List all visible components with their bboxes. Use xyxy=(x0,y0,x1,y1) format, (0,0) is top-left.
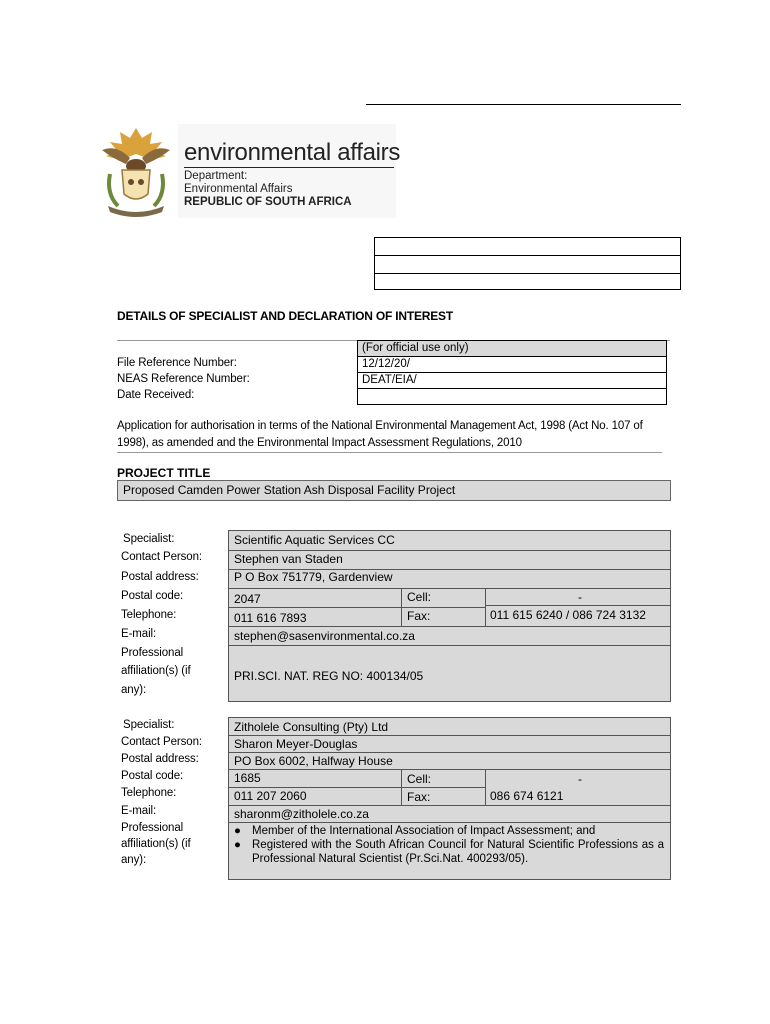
project-title-label: PROJECT TITLE xyxy=(117,466,211,480)
cell-label: Cell: xyxy=(407,590,432,604)
specialist-name[interactable]: Scientific Aquatic Services CC xyxy=(234,533,395,547)
logo-country: REPUBLIC OF SOUTH AFRICA xyxy=(184,196,352,208)
email-value[interactable]: stephen@sasenvironmental.co.za xyxy=(234,629,415,643)
affiliation-label: affiliation(s) (if xyxy=(121,838,191,850)
cell-value[interactable]: - xyxy=(578,772,582,786)
specialist-name[interactable]: Zitholele Consulting (Pty) Ltd xyxy=(234,720,389,734)
affiliation-value[interactable]: PRI.SCI. NAT. REG NO: 400134/05 xyxy=(234,669,424,683)
file-reference-label: File Reference Number: xyxy=(117,357,237,369)
email-label: E-mail: xyxy=(121,628,157,640)
reference-box-row[interactable] xyxy=(375,238,680,256)
neas-reference-label: NEAS Reference Number: xyxy=(117,373,250,385)
application-text: Application for authorisation in terms of the National Environmental Management Act, 1998 (Act No. 107 of 1998), as amended and the Environmental Impact Assessment Regulations, 2010 xyxy=(117,420,643,449)
cell-value[interactable]: - xyxy=(578,590,582,604)
bullet-icon: ● xyxy=(234,839,241,851)
list-item xyxy=(234,824,664,838)
affiliation-label: any): xyxy=(121,684,147,696)
logo-title: environmental affairs xyxy=(184,139,401,166)
logo-department-line: Department: xyxy=(184,170,248,182)
separator xyxy=(117,452,662,453)
file-reference-field[interactable]: 12/12/20/ xyxy=(358,357,666,373)
affiliation-label: affiliation(s) (if xyxy=(121,665,191,677)
postal-address-value[interactable]: PO Box 6002, Halfway House xyxy=(234,754,393,768)
email-value[interactable]: sharonm@zitholele.co.za xyxy=(234,807,369,821)
date-received-label: Date Received: xyxy=(117,389,195,401)
reference-box-row[interactable] xyxy=(375,256,680,274)
logo-divider xyxy=(184,167,394,168)
bullet-icon: ● xyxy=(234,825,241,837)
fax-label: Fax: xyxy=(407,609,431,623)
reference-box xyxy=(374,237,681,290)
email-label: E-mail: xyxy=(121,805,157,817)
affiliation-label: Professional xyxy=(121,822,184,834)
postal-code-value[interactable]: 2047 xyxy=(234,592,261,606)
telephone-label: Telephone: xyxy=(121,787,177,799)
contact-person-label: Contact Person: xyxy=(121,551,202,563)
fax-label: Fax: xyxy=(407,790,431,804)
reference-box-row[interactable] xyxy=(375,274,680,291)
specialist-label: Specialist: xyxy=(123,533,175,545)
official-use-box xyxy=(357,340,667,405)
telephone-value[interactable]: 011 616 7893 xyxy=(234,611,307,625)
cell-label: Cell: xyxy=(407,772,432,786)
neas-reference-field[interactable]: DEAT/EIA/ xyxy=(358,373,666,389)
telephone-label: Telephone: xyxy=(121,609,177,621)
coat-of-arms-icon xyxy=(96,124,176,218)
postal-code-label: Postal code: xyxy=(121,770,184,782)
affiliation-label: Professional xyxy=(121,647,184,659)
contact-person-label: Contact Person: xyxy=(121,736,202,748)
affiliation-list xyxy=(234,824,664,866)
affiliation-label: any): xyxy=(121,854,147,866)
list-item xyxy=(234,838,664,866)
postal-address-label: Postal address: xyxy=(121,571,199,583)
postal-address-value[interactable]: P O Box 751779, Gardenview xyxy=(234,570,393,584)
project-title-field[interactable]: Proposed Camden Power Station Ash Disposal Facility Project xyxy=(117,480,671,501)
specialist-2-table xyxy=(228,717,671,880)
page-title: DETAILS OF SPECIALIST AND DECLARATION OF INTEREST xyxy=(117,309,453,323)
specialist-1-table xyxy=(228,530,671,702)
affiliation-item: Registered with the South African Council for Natural Scientific Professions as a Professional Natural Scientist (Pr.Sci.Nat. 400293/05). xyxy=(252,839,664,865)
contact-person-value[interactable]: Stephen van Staden xyxy=(234,552,343,566)
postal-code-label: Postal code: xyxy=(121,590,184,602)
logo-department-name: Environmental Affairs xyxy=(184,183,293,195)
specialist-label: Specialist: xyxy=(123,719,175,731)
affiliation-item: Member of the International Association of Impact Assessment; and xyxy=(252,825,596,837)
postal-address-label: Postal address: xyxy=(121,753,199,765)
postal-code-value[interactable]: 1685 xyxy=(234,771,261,785)
telephone-value[interactable]: 011 207 2060 xyxy=(234,789,307,803)
fax-value[interactable]: 086 674 6121 xyxy=(490,789,564,803)
top-rule xyxy=(366,104,681,105)
contact-person-value[interactable]: Sharon Meyer-Douglas xyxy=(234,737,358,751)
date-received-field[interactable] xyxy=(358,389,666,404)
official-use-header: (For official use only) xyxy=(358,341,666,357)
fax-value[interactable]: 011 615 6240 / 086 724 3132 xyxy=(490,608,646,622)
